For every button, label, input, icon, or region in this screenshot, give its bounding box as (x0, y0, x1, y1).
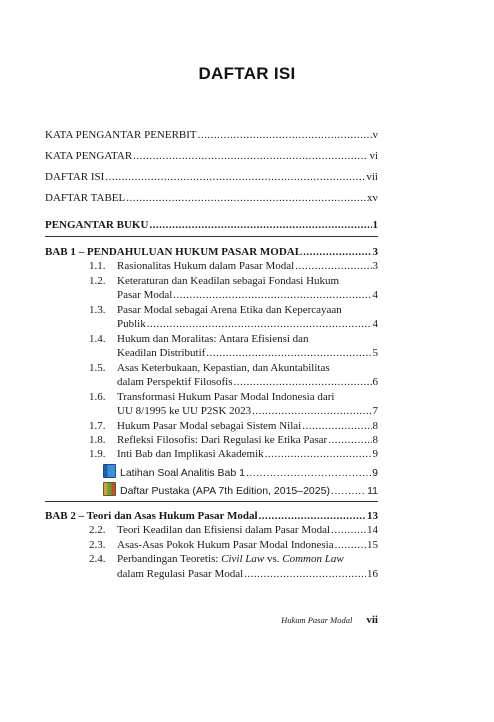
toc-section-1-5-cont[interactable] (117, 375, 378, 389)
section-number: 1.6. (89, 391, 106, 403)
toc-section-2-4-cont[interactable] (117, 567, 378, 581)
toc-section-2-2[interactable] (89, 523, 378, 537)
running-title: Hukum Pasar Modal (281, 615, 353, 625)
toc-section-1-4-cont[interactable] (117, 346, 378, 360)
toc-section-1-2-cont[interactable] (117, 288, 378, 302)
toc-entry-page: 8 (372, 434, 378, 446)
dot-leader (259, 509, 366, 523)
toc-chapter-bab-1[interactable] (45, 245, 378, 259)
dot-leader (331, 484, 366, 498)
toc-entry-label: Hukum Pasar Modal sebagai Sistem Nilai (117, 420, 302, 432)
section-number: 1.9. (89, 448, 106, 460)
page-footer (45, 614, 378, 626)
toc-entry-label: Inti Bab dan Implikasi Akademik (117, 448, 264, 460)
toc-entry-label: BAB 1 – PENDAHULUAN HUKUM PASAR MODAL (45, 246, 303, 258)
toc-entry-page: 8 (372, 420, 378, 432)
toc-entry-page: v (372, 129, 378, 141)
toc-section-1-9[interactable] (89, 447, 378, 461)
toc-entry-page: 6 (372, 376, 378, 388)
section-number: 1.2. (89, 275, 106, 287)
toc-entry-kata-pengantar-penerbit[interactable] (45, 128, 378, 142)
toc-entry-page: 3 (372, 260, 378, 272)
toc-entry-label: Hukum dan Moralitas: Antara Efisiensi dan (117, 333, 309, 345)
toc-entry-label: Asas-Asas Pokok Hukum Pasar Modal Indonesia (117, 539, 334, 551)
dot-leader (246, 466, 371, 480)
dot-leader (206, 346, 371, 360)
book-icon (103, 464, 116, 478)
toc-section-1-8[interactable] (89, 433, 378, 447)
toc-chapter-bab-2[interactable] (45, 509, 378, 523)
books-icon (103, 482, 116, 496)
toc-entry-label: Transformasi Hukum Pasar Modal Indonesia dari (117, 391, 335, 403)
toc-entry-pengantar-buku[interactable] (45, 218, 378, 232)
section-number: 1.4. (89, 333, 106, 345)
dot-leader (133, 149, 368, 163)
dot-leader (234, 375, 372, 389)
dot-leader (331, 523, 366, 537)
toc-entry-page: 13 (367, 510, 378, 522)
toc-section-1-1[interactable] (89, 259, 378, 273)
page-number: vii (366, 614, 378, 626)
toc-section-1-3-cont[interactable] (117, 317, 378, 331)
toc-entry-label-cont: dalam Regulasi Pasar Modal (117, 568, 244, 580)
toc-entry-label: BAB 2 – Teori dan Asas Hukum Pasar Modal (45, 510, 258, 522)
toc-section-1-6-cont[interactable] (117, 404, 378, 418)
section-number: 1.8. (89, 434, 106, 446)
toc-entry-label: Asas Keterbukaan, Kepastian, dan Akuntabilitas (117, 362, 330, 374)
toc-entry-label-cont: dalam Perspektif Filosofis (117, 376, 233, 388)
toc-entry-label: KATA PENGANTAR PENERBIT (45, 129, 197, 141)
section-number: 1.3. (89, 304, 106, 316)
toc-entry-kata-pengatar[interactable] (45, 149, 378, 163)
toc-entry-page: 1 (372, 219, 378, 231)
toc-section-1-3[interactable] (89, 303, 378, 317)
toc-entry-latihan-soal[interactable] (103, 464, 378, 480)
toc-entry-page: vii (366, 171, 378, 183)
dot-leader (295, 259, 371, 273)
toc-entry-daftar-isi[interactable] (45, 170, 378, 184)
divider (45, 236, 378, 237)
toc-entry-label: Rasionalitas Hukum dalam Pasar Modal (117, 260, 295, 272)
toc-entry-page: xv (367, 192, 378, 204)
toc-entry-label: Perbandingan Teoretis: Civil Law vs. Common Law (117, 553, 344, 565)
page-title: DAFTAR ISI (198, 64, 296, 83)
toc-entry-label-cont: Publik (117, 318, 146, 330)
dot-leader (173, 288, 371, 302)
section-number: 1.1. (89, 260, 106, 272)
toc-entry-label: Teori Keadilan dan Efisiensi dalam Pasar Modal (117, 524, 331, 536)
dot-leader (198, 128, 372, 142)
toc-entry-page: 9 (372, 467, 378, 479)
dot-leader (265, 447, 372, 461)
toc-entry-label-cont: Keadilan Distributif (117, 347, 206, 359)
toc-entry-page: 15 (367, 539, 378, 551)
toc-entry-label: Latihan Soal Analitis Bab 1 (120, 467, 245, 479)
toc-entry-page: 5 (372, 347, 378, 359)
dot-leader (302, 419, 371, 433)
toc-entry-page: 3 (372, 246, 378, 258)
section-number: 1.5. (89, 362, 106, 374)
toc-entry-page: 11 (367, 485, 378, 497)
dot-leader (244, 567, 366, 581)
toc-section-2-4[interactable] (89, 552, 378, 566)
section-number: 2.2. (89, 524, 106, 536)
toc-entry-label: DAFTAR ISI (45, 171, 105, 183)
dot-leader (126, 191, 366, 205)
section-number: 1.7. (89, 420, 106, 432)
toc-entry-page: 7 (372, 405, 378, 417)
dot-leader (147, 317, 372, 331)
section-number: 2.3. (89, 539, 106, 551)
toc-entry-page: vi (369, 150, 378, 162)
toc-entry-label: Keteraturan dan Keadilan sebagai Fondasi Hukum (117, 275, 340, 287)
toc-entry-daftar-tabel[interactable] (45, 191, 378, 205)
toc-entry-page: 16 (367, 568, 378, 580)
toc-entry-label: KATA PENGATAR (45, 150, 133, 162)
divider (45, 501, 378, 502)
toc-section-1-4[interactable] (89, 332, 378, 346)
toc-entry-daftar-pustaka[interactable] (103, 482, 378, 498)
toc-section-1-7[interactable] (89, 419, 378, 433)
dot-leader (335, 538, 366, 552)
dot-leader (252, 404, 371, 418)
toc-entry-label: PENGANTAR BUKU (45, 219, 149, 231)
toc-entry-label-cont: Pasar Modal (117, 289, 173, 301)
toc-entry-page: 4 (372, 289, 378, 301)
toc-section-1-5[interactable] (89, 361, 378, 375)
toc-entry-label: Pasar Modal sebagai Arena Etika dan Kepercayaan (117, 304, 342, 316)
toc-section-2-3[interactable] (89, 538, 378, 552)
toc-entry-label: DAFTAR TABEL (45, 192, 126, 204)
dot-leader (105, 170, 365, 184)
toc-entry-label: Daftar Pustaka (APA 7th Edition, 2015–2025) (120, 485, 330, 497)
toc-entry-page: 9 (372, 448, 378, 460)
toc-entry-label: Refleksi Filosofis: Dari Regulasi ke Etika Pasar (117, 434, 328, 446)
dot-leader (303, 245, 371, 259)
dot-leader (149, 218, 371, 232)
toc-section-1-6[interactable] (89, 390, 378, 404)
toc-entry-page: 4 (372, 318, 378, 330)
toc-entry-page: 14 (367, 524, 378, 536)
section-number: 2.4. (89, 553, 106, 565)
toc-section-1-2[interactable] (89, 274, 378, 288)
toc-entry-label-cont: UU 8/1995 ke UU P2SK 2023 (117, 405, 252, 417)
dot-leader (328, 433, 371, 447)
